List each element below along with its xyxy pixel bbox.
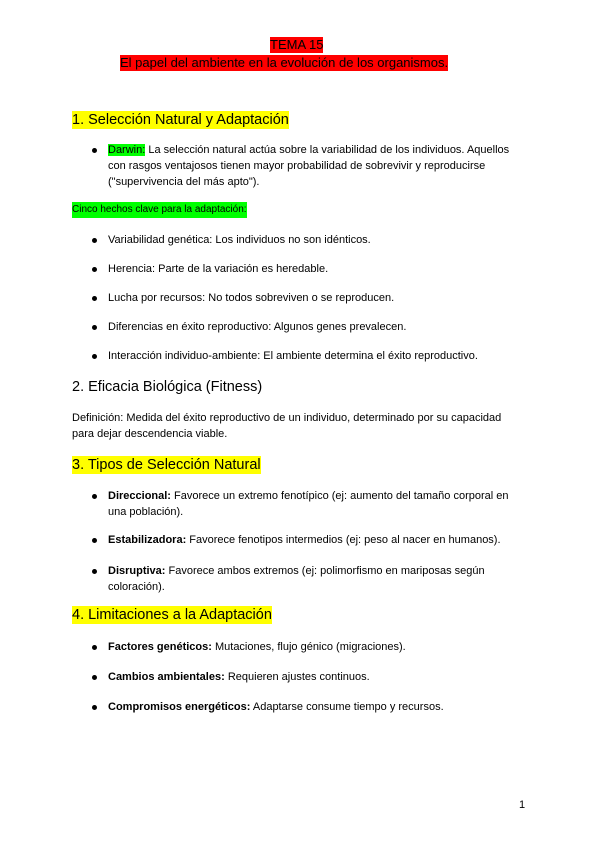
bullet-icon (92, 538, 97, 543)
fact-item: Lucha por recursos: No todos sobreviven o se reproducen. (108, 292, 395, 304)
section-4-heading: 4. Limitaciones a la Adaptación (72, 607, 272, 623)
section-1-heading: 1. Selección Natural y Adaptación (72, 112, 289, 128)
limitation-term: Cambios ambientales: (108, 671, 225, 683)
fact-item: Herencia: Parte de la variación es heredable. (108, 263, 329, 275)
bullet-icon (92, 354, 97, 359)
section-3-heading: 3. Tipos de Selección Natural (72, 457, 261, 473)
fact-item: Interacción individuo-ambiente: El ambiente determina el éxito reproductivo. (108, 350, 478, 362)
limitation-item (108, 699, 444, 715)
selection-type-term: Direccional: (108, 490, 171, 502)
bullet-icon (92, 148, 97, 153)
darwin-text-line-1: La selección natural actúa sobre la variabilidad de los individuos. Aquellos (145, 144, 510, 156)
limitation-term: Compromisos energéticos: (108, 701, 251, 713)
fact-item: Diferencias en éxito reproductivo: Algunos genes prevalecen. (108, 321, 407, 333)
document-subtitle: El papel del ambiente en la evolución de los organismos. (120, 55, 449, 70)
limitation-item (108, 639, 406, 655)
bullet-icon (92, 296, 97, 301)
selection-type-text: Favorece un extremo fenotípico (ej: aumento del tamaño corporal en (170, 490, 509, 502)
bullet-icon (92, 645, 97, 650)
selection-type-item (108, 532, 501, 548)
bullet-icon (92, 238, 97, 243)
facts-heading: Cinco hechos clave para la adaptación: (72, 202, 247, 218)
limitation-text: Adaptarse consume tiempo y recursos. (250, 701, 444, 713)
selection-type-text: Favorece fenotipos intermedios (ej: peso al nacer en humanos). (186, 534, 501, 546)
selection-type-item (108, 563, 485, 595)
selection-type-text-cont: una población). (108, 506, 184, 518)
fitness-definition (72, 410, 501, 442)
fact-item: Variabilidad genética: Los individuos no son idénticos. (108, 234, 371, 246)
bullet-icon (92, 267, 97, 272)
bullet-icon (92, 325, 97, 330)
limitation-term: Factores genéticos: (108, 641, 212, 653)
selection-type-text: Favorece ambos extremos (ej: polimorfismo en mariposas según (165, 565, 485, 577)
selection-type-term: Disruptiva: (108, 565, 166, 577)
limitation-text: Mutaciones, flujo génico (migraciones). (211, 641, 406, 653)
section-2-heading: 2. Eficacia Biológica (Fitness) (72, 379, 263, 395)
selection-type-text-cont: coloración). (108, 581, 165, 593)
fitness-definition-line-2: para dejar descendencia viable. (72, 428, 228, 440)
darwin-paragraph (108, 142, 509, 190)
page-number: 1 (519, 799, 526, 811)
darwin-text-line-3: ("supervivencia del más apto"). (108, 176, 260, 188)
tema-title: TEMA 15 (270, 37, 324, 52)
bullet-icon (92, 569, 97, 574)
selection-type-item (108, 488, 509, 520)
selection-type-term: Estabilizadora: (108, 534, 187, 546)
bullet-icon (92, 705, 97, 710)
darwin-text-line-2: con rasgos ventajosos tienen mayor probabilidad de sobrevivir y reproducirse (108, 160, 486, 172)
limitation-item (108, 669, 370, 685)
darwin-label: Darwin: (108, 144, 146, 156)
limitation-text: Requieren ajustes continuos. (224, 671, 370, 683)
bullet-icon (92, 494, 97, 499)
bullet-icon (92, 675, 97, 680)
fitness-definition-line-1: Definición: Medida del éxito reproductivo de un individuo, determinado por su capacidad (72, 412, 502, 424)
